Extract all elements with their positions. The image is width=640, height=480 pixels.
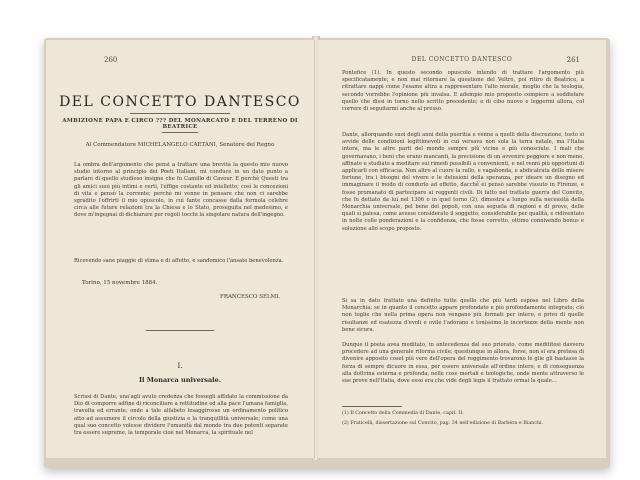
page-number-left: 260 (104, 56, 118, 64)
dedication-line: Al Commendatore MICHELANGELO CAETANI, Senatore del Regno (85, 142, 275, 148)
section-number: I. (177, 362, 183, 370)
running-head: DEL CONCETTO DANTESCO (411, 56, 513, 63)
article-subtitle: AMBIZIONE PAPA E CIRCO ??? DEL MONARCATO E DEL TERRENO DI BEATRICE (62, 118, 298, 130)
footnote-rule (342, 406, 402, 407)
right-paragraph-3: Si sa in dato trattato una definito tutte quello che più tardi espose nel Libro della Monarchia; se in quanto il concetto appare profondato e più profondamente integrato; ciò non toglie che nella prima opera non vengano più formati per intero, e privo di quelle risultanze ed esatezza d'evoli e ovile l'adorano e tonissimo le incertezze della mente non bene sicura. (342, 298, 584, 333)
right-paragraph-4: Dunque il poeta avea meditato, in antecedenza dal suo priorato, come medititosi davvero procedere ad una generale riforma civile; questunque in allora, forse, non si era pretesa di divenire apposito coset più vere dell'opera del reggimento trovarono le glie gli bastasse la forza di sempre dicuore in essa, per essere universale all'ordine intero, e di conseguenza alla dottrina esterna e profonda, nelle cose mortali e teologiche, onde mente attraverso le sue prove nell'Italia, dove esso era che vide degli legis il trattato ormai la quale... (342, 342, 584, 385)
intro-paragraph: La ombra dell'argomento che pensi a trattare una brevità la questo mio nuovo studio intorno al principio dei Poeti Italiani, mi conduce in un dato punto a parlare di quello studioso insigne che fu Camillo di Cavour. E perchè Questi tra gli amici suoi più intimi e certi, l'effige costante ed intelletto; così le concezioni di vita e pensò la corrente; perchè mi venne in pensare che non ci sarebbe sgradito l'offrirti il mio opuscolo, in cui fante concasse dalla formola celebre circa alle future relazioni tra la Chiesa e lo Stato, proseguita nel medesimo, e dove m'ingegnai di dichiarare per regoli tocchi la singolare natura dell'ingegno. (74, 162, 288, 219)
closing-paragraph: Ricevendo sane piaggie di stima e di affetto, e sandomico l'ansate benevolenza. (74, 258, 284, 264)
article-title: DEL CONCETTO DANTESCO (59, 94, 301, 110)
page-number-right: 261 (566, 56, 580, 64)
section-paragraph: Scrissi di Dante, una'agli avuto credenza che fossegli affidato la commissione da Dio di comporre adfine di riconciliare a rettitudine ed alla pace l'umana famiglia, travolta ed errante; onde a tale alfabeto lesaggirosse un ordinamento politico atto ad assumere il circolo della giustizia e la tranquillità universale; come una qual suo concetto volesse dividere l'umanità dal mondo tra due potenti separate tra essere supreme, la temporale cioè nel Monarca, la spirituale nel (74, 394, 288, 437)
footnote-2: (2) Fraticelli, dissertazione sul Convito, pag. 34 nell'edizione di Barbèra e Bianchi. (342, 421, 544, 426)
subtitle-rule (162, 132, 198, 133)
right-paragraph-2: Dante, allorquando suoi degli anni della pueritia e venne a quelli della discrezione, tosto si avvide delle condizioni legittimevoli in cui versava non sola la terra natale, ma l'Italia intera, ma le altre parti del mondo sempre più vicine e più conosciute. I mali che governavano, i beni che erano mancanti, la precisione di un avvenire peggiore e non meno, affinate e studiato a meditare sui rimedi possibili a convenienti, e nel renni più opportuni di applicarli con efficacia. Non altro al cuore la rallo, e vagabonda, e abdicatrata delle misere fortune, tra i bisogni del vivere e le delusioni della speranza, per ideare un disegno ed immaginare il modo di condurlo ad effetto, dacchè ei pensò sarebbe vissuto in Firenze, e fosse promanato di partecipare ai reggenti civili. Di fatto nel trattato guerra del Convito, che fu dettato da lui nel 1306 o in quel torno (2), dimostra a lungo sulla necessità della Monarchia universale, pel bene dei popoli, con una seguela di ragioni e di prove, delle quali sì palesa, come avesse considerato il soggetto, considerabile per qualità, e ridiventato in nolte colle ponderazioni e la confidenza, che fosse corretto, ottimo connivendo bonus e soluzione allo scopo proposto. (342, 132, 584, 232)
place-date: Torino, 15 novembre 1884. (82, 280, 158, 286)
title-rule (130, 113, 230, 114)
section-title: Il Monarca universale. (138, 376, 222, 384)
right-paragraph-1: Pontefice (1). In questo secondo opuscolo intendo di trattare l'argomento più specificatamente; e non mai ritornare la questione del Veltro, poi ritiro di Beatrice, a ritrattare nappi come l'esame altra a rappresentare l'alto morale, meglio che la teologia, secondo vorrebbe l'opinione più invalsa. E adempio mio proposito compiere a soddisfare quello che dissi in torno nello scritto precedente; e di cibo nuovo e leggermi allora, col correre di seguitarmi anche al presso. (342, 70, 584, 113)
signature: FRANCESCO SELMI. (220, 294, 281, 300)
left-page (46, 40, 315, 458)
section-divider (146, 330, 214, 331)
footnote-1: (1) Il Concetto della Commedia di Dante, capit. II. (342, 411, 464, 416)
right-page (318, 40, 606, 458)
